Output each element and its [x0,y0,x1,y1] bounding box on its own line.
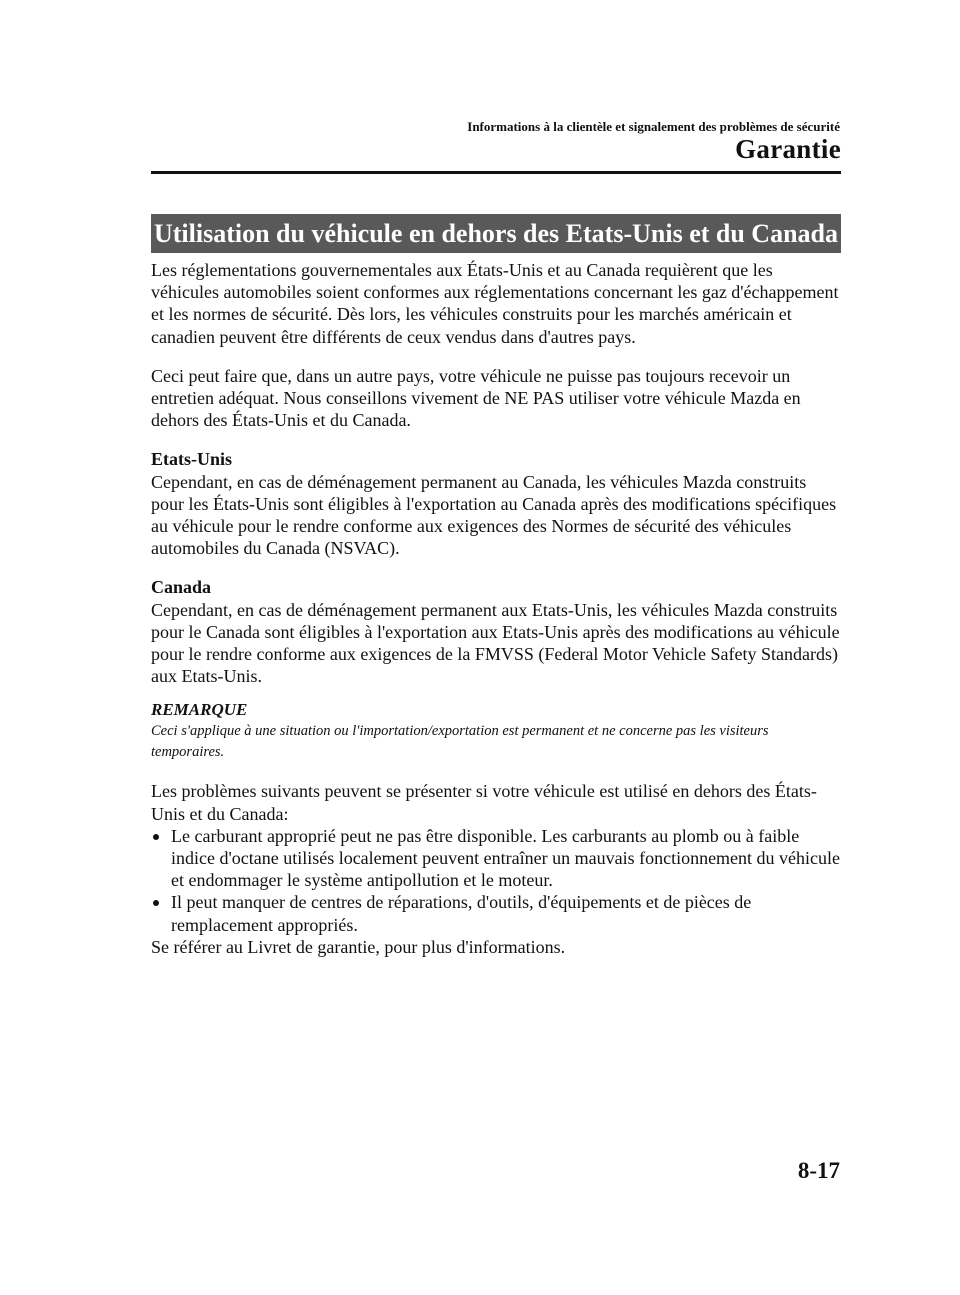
canada-paragraph: Cependant, en cas de déménagement permanent aux Etats-Unis, les véhicules Mazda construits pour le Canada sont éligibles à l'exportation aux Etats-Unis après des modifications au véhicule pour le rendre conforme aux exigences de la FMVSS (Federal Motor Vehicle Safety Standards) aux Etats-Unis. [151,599,840,687]
intro-paragraph: Les réglementations gouvernementales aux États-Unis et au Canada requièrent que les véhicules automobiles soient conformes aux réglementations concernant les gaz d'échappement et les normes de sécurité. Dès lors, les véhicules construits pour les marchés américain et canadien peuvent être différents de ceux vendus dans d'autres pays. [151,260,839,347]
chapter-subtitle: Informations à la clientèle et signalement des problèmes de sécurité [467,119,840,134]
bullet-icon [153,900,159,906]
note-text: Ceci s'applique à une situation ou l'importation/exportation est permanent et ne concerne pas les visiteurs temporaires. [151,723,769,761]
canada-heading: Canada [151,577,212,598]
page-number: 8-17 [797,1158,840,1183]
list-item-text: Il peut manquer de centres de réparations, d'outils, d'équipements et de pièces de remplacement appropriés. [171,892,752,935]
problems-list [151,825,841,936]
problems-intro: Les problèmes suivants peuvent se présenter si votre véhicule est utilisé en dehors des États-Unis et du Canada: [151,781,817,824]
list-item [151,825,841,892]
list-item [151,891,841,935]
chapter-title: Garantie [735,134,841,164]
header-divider [151,171,841,174]
us-heading: Etats-Unis [151,449,233,470]
closing-paragraph: Se référer au Livret de garantie, pour plus d'informations. [151,936,566,957]
list-item-text: Le carburant approprié peut ne pas être disponible. Les carburants au plomb ou à faible indice d'octane utilisés localement peuvent entraîner un mauvais fonctionnement du véhicule et endommager le système antipollution et le moteur. [171,825,841,891]
section-title: Utilisation du véhicule en dehors des Etats-Unis et du Canada [151,214,841,253]
advice-paragraph: Ceci peut faire que, dans un autre pays, votre véhicule ne puisse pas toujours recevoir un entretien adéquat. Nous conseillons vivement de NE PAS utiliser votre véhicule Mazda en dehors des États-Unis et du Canada. [151,365,801,431]
page-body [151,259,841,958]
note-heading: REMARQUE [151,700,248,720]
bullet-icon [153,834,159,840]
us-paragraph: Cependant, en cas de déménagement permanent au Canada, les véhicules Mazda construits pour les États-Unis sont éligibles à l'exportation au Canada après des modifications spécifiques au véhicule pour le rendre conforme aux exigences des Normes de sécurité des véhicules automobiles du Canada (NSVAC). [151,471,837,559]
